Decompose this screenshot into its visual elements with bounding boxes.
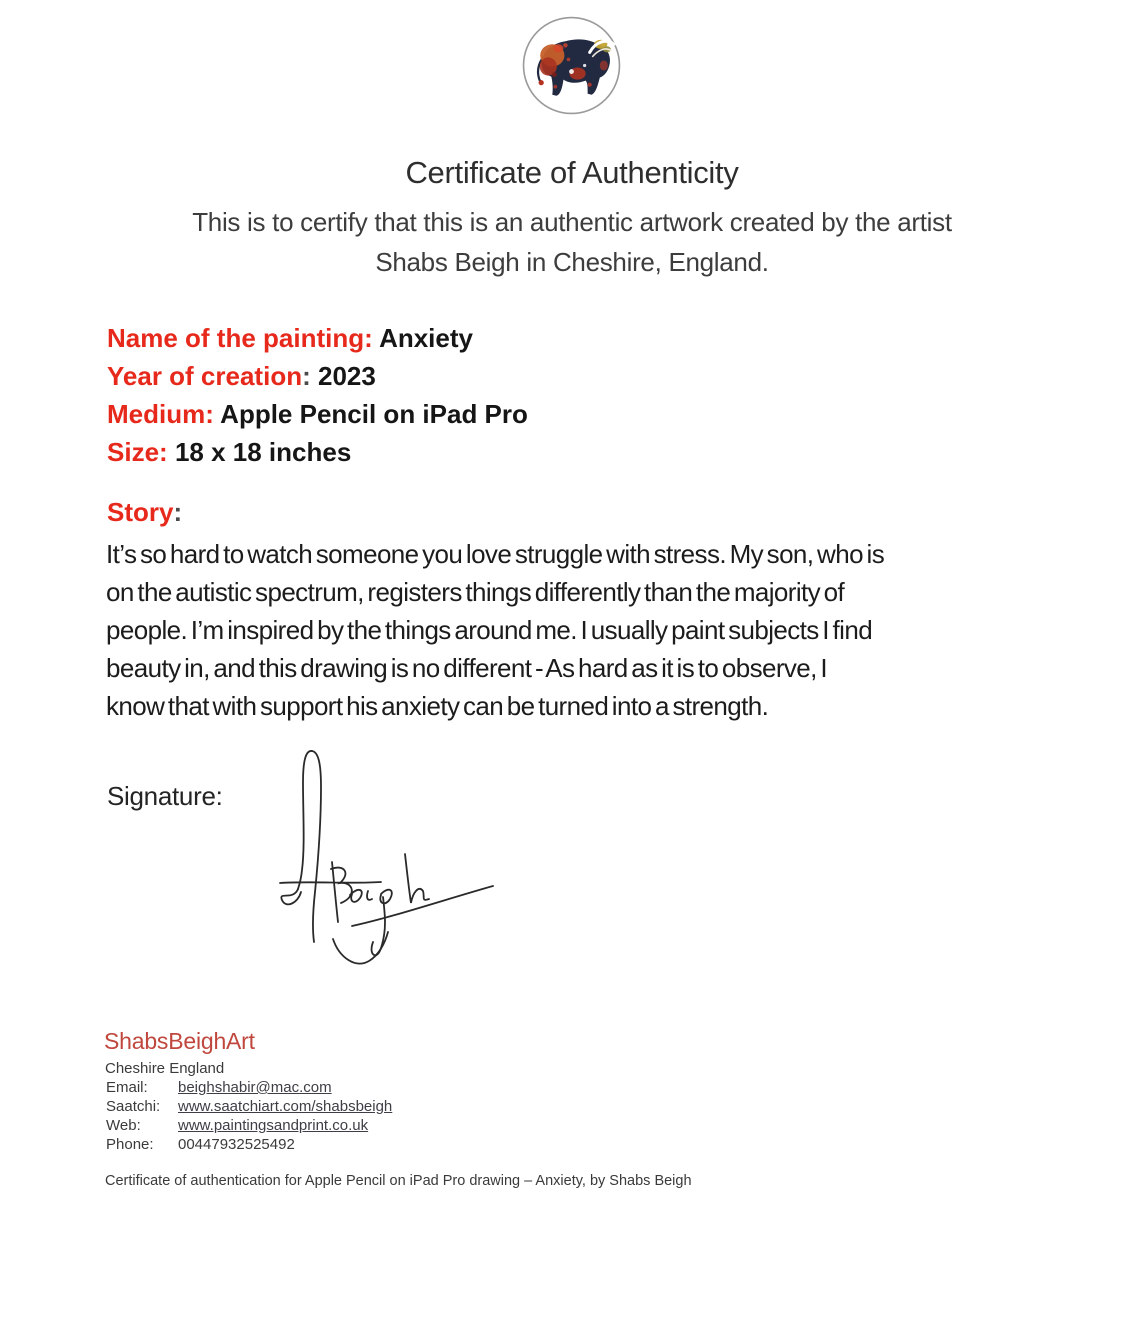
detail-value: 18 x 18 inches xyxy=(174,437,352,467)
story-line: people. I’m inspired by the things around me. I usually paint subjects I find xyxy=(106,615,873,645)
contact-row-phone xyxy=(106,1135,392,1154)
artwork-details xyxy=(107,319,528,471)
story-heading: Story: xyxy=(107,497,183,527)
certificate-title: Certificate of Authenticity xyxy=(405,155,739,190)
detail-label: Medium xyxy=(107,399,206,429)
detail-row-year: Year of creation: 2023 xyxy=(107,361,376,391)
detail-row-medium: Medium: Apple Pencil on iPad Pro xyxy=(107,399,528,429)
phone-number: 00447932525492 xyxy=(178,1136,295,1153)
subtitle-line-1: This is to certify that this is an authentic artwork created by the artist xyxy=(192,207,952,237)
email-link[interactable]: beighshabir@mac.com xyxy=(178,1079,332,1096)
detail-label: Size xyxy=(107,437,160,467)
detail-value: Apple Pencil on iPad Pro xyxy=(220,399,528,429)
detail-row-size: Size: 18 x 18 inches xyxy=(107,437,352,467)
story-line: on the autistic spectrum, registers things differently than the majority of xyxy=(106,577,845,607)
certificate-subtitle xyxy=(0,202,1144,282)
contact-label: Saatchi: xyxy=(106,1098,161,1115)
subtitle-line-2: Shabs Beigh in Cheshire, England. xyxy=(375,247,769,277)
contact-list xyxy=(106,1078,392,1154)
saatchi-link[interactable]: www.saatchiart.com/shabsbeigh xyxy=(178,1098,393,1115)
story-line: beauty in, and this drawing is no different - As hard as it is to observe, I xyxy=(106,653,828,683)
bull-logo xyxy=(521,15,622,116)
detail-label: Year of creation xyxy=(107,361,303,391)
contact-label: Email: xyxy=(106,1079,148,1096)
signature-handwriting xyxy=(270,742,520,992)
contact-row-saatchi xyxy=(106,1097,392,1116)
contact-label: Web: xyxy=(106,1117,141,1134)
detail-value: 2023 xyxy=(317,361,376,391)
contact-row-web xyxy=(106,1116,392,1135)
story-text xyxy=(106,535,884,725)
story-line: know that with support his anxiety can be turned into a strength. xyxy=(106,691,769,721)
detail-value: Anxiety xyxy=(379,323,473,353)
contact-row-email xyxy=(106,1078,392,1097)
website-link[interactable]: www.paintingsandprint.co.uk xyxy=(178,1117,369,1134)
detail-label: Name of the painting xyxy=(107,323,365,353)
story-line: It’s so hard to watch someone you love struggle with stress. My son, who is xyxy=(106,539,885,569)
certificate-caption: Certificate of authentication for Apple Pencil on iPad Pro drawing – Anxiety, by Shabs Beigh xyxy=(105,1173,692,1189)
brand-name: ShabsBeighArt xyxy=(104,1028,255,1054)
contact-label: Phone: xyxy=(106,1136,154,1153)
brand-location: Cheshire England xyxy=(105,1060,225,1077)
signature-label: Signature: xyxy=(107,781,223,811)
detail-row-name: Name of the painting: Anxiety xyxy=(107,323,473,353)
